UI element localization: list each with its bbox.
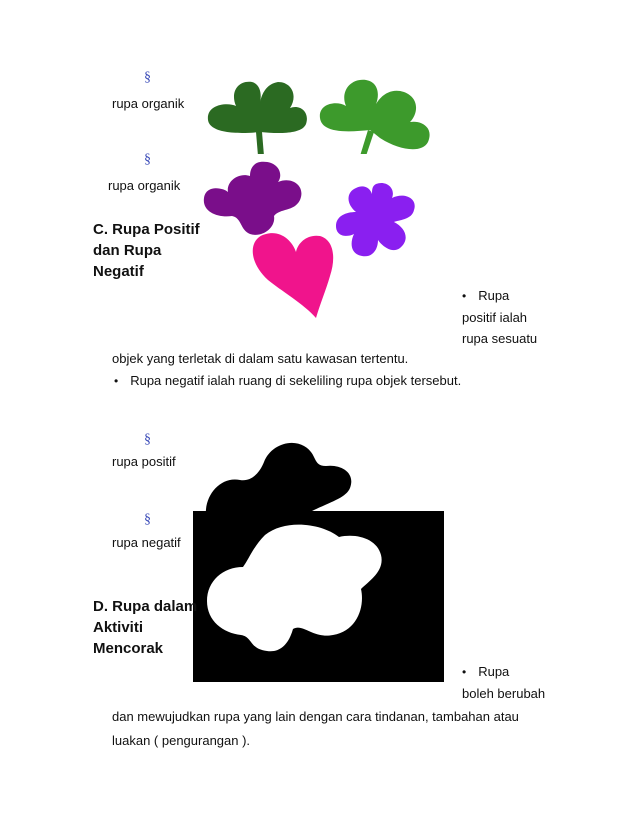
heading-line: D. Rupa dalam <box>93 598 198 615</box>
heading-line: dan Rupa <box>93 242 162 259</box>
section-marker: § <box>144 512 151 527</box>
positive-shape-image <box>200 436 360 516</box>
body-line: objek yang terletak di dalam satu kawasan tertentu. <box>112 351 409 366</box>
label-rupa-negatif: rupa negatif <box>112 535 181 550</box>
bullet-item <box>462 661 545 683</box>
body-line: luakan ( pengurangan ). <box>112 733 251 748</box>
label-rupa-positif: rupa positif <box>112 454 176 469</box>
section-c-heading <box>93 219 200 282</box>
bullet-item <box>114 373 461 388</box>
text-line: boleh berubah <box>462 686 546 701</box>
right-bullet-c <box>462 285 537 349</box>
bullet-dot: • <box>462 289 467 303</box>
label-rupa-organik-2: rupa organik <box>108 178 181 193</box>
negative-shape-image <box>193 511 444 682</box>
bullet-word: Rupa <box>478 288 510 303</box>
right-bullet-d <box>462 661 545 705</box>
label-rupa-organik-1: rupa organik <box>112 96 185 111</box>
section-marker: § <box>144 152 151 167</box>
bullet-dot: • <box>462 665 467 679</box>
bullet-dot: • <box>114 374 119 388</box>
heading-line: C. Rupa Positif <box>93 221 200 238</box>
text-line: positif ialah <box>462 310 528 325</box>
organic-shapes-image <box>200 158 430 320</box>
heading-line: Negatif <box>93 263 144 280</box>
clover-image <box>200 72 440 156</box>
body-line: dan mewujudkan rupa yang lain dengan cara tindanan, tambahan atau <box>112 709 519 724</box>
section-d-heading <box>93 596 197 659</box>
heading-line: Mencorak <box>93 640 164 657</box>
bullet-item <box>462 285 537 307</box>
bullet-text: Rupa negatif ialah ruang di sekeliling rupa objek tersebut. <box>130 373 462 388</box>
bullet-word: Rupa <box>478 664 510 679</box>
heading-line: Aktiviti <box>93 619 144 636</box>
text-line: rupa sesuatu <box>462 331 538 346</box>
section-marker: § <box>144 70 151 85</box>
section-marker: § <box>144 432 151 447</box>
